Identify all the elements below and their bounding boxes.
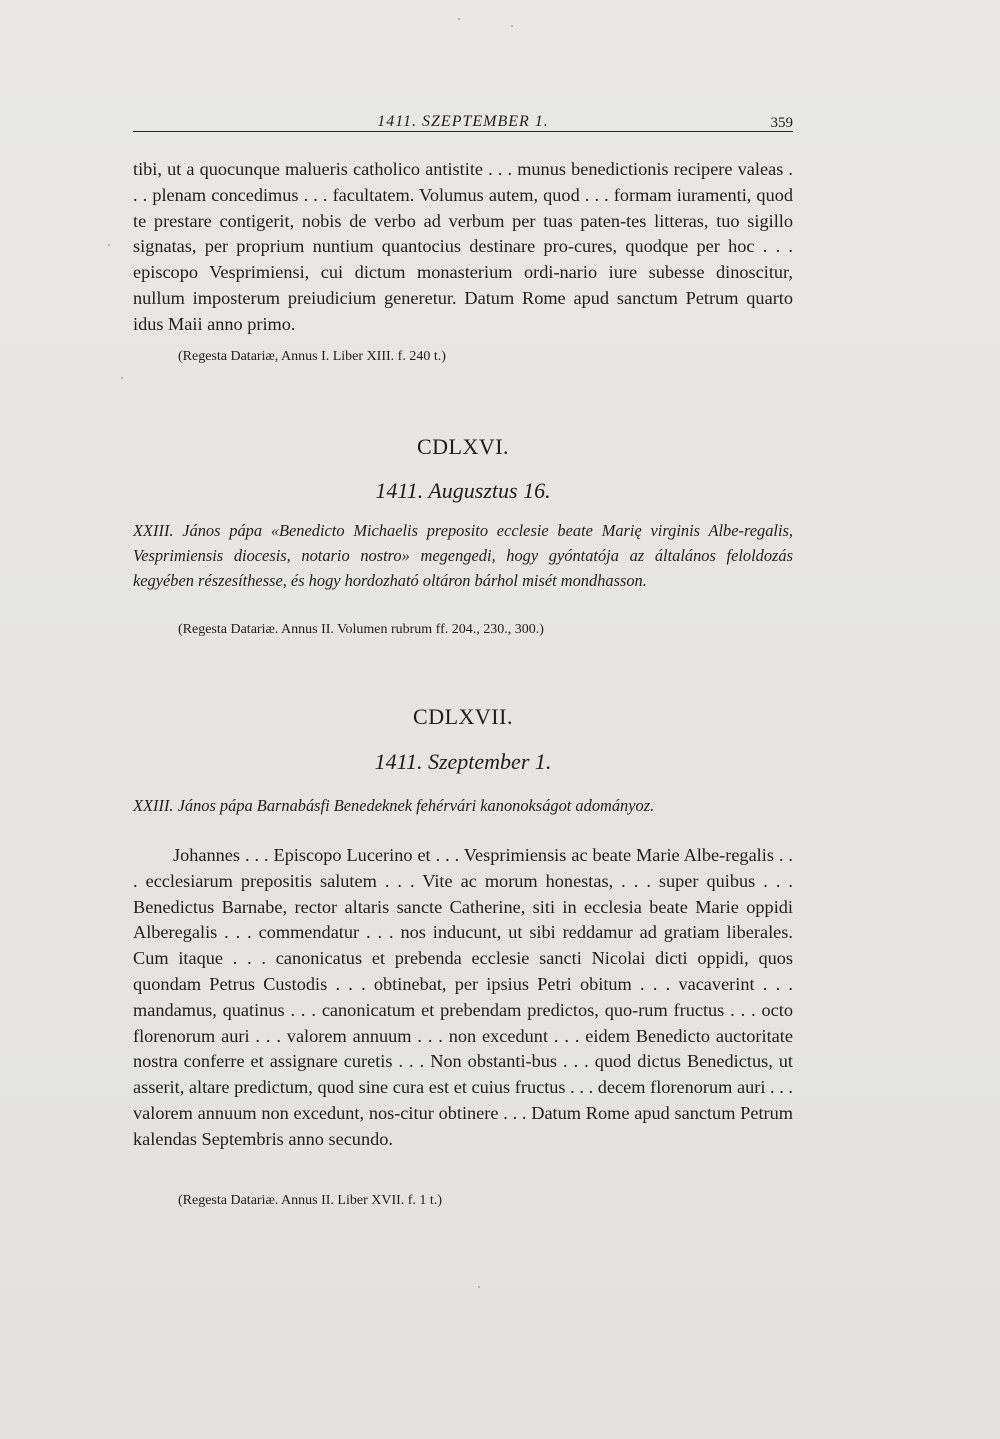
running-header-title: 1411. SZEPTEMBER 1. — [377, 113, 549, 130]
paper-speck — [108, 244, 110, 246]
document-body-cdlxvii: Johannes . . . Episcopo Lucerino et . . . Vesprimiensis ac beate Marie Albe-regalis . . . ecclesiarum prepositis salutem . . . Vite ac morum honestas, . . . super quibus . . . Benedictus Barnabe, rector altaris sancte Catherine, siti in ecclesia beate Marie oppidi Alberegalis . . . commendatur . . . nos inducunt, ut sibi reddamur ad gratiam liberales. Cum itaque . . . canonicatus et prebenda ecclesie sancti Nicolai dicti oppidi, quos quondam Petrus Custodis . . . obtinebat, per ipsius Petri obitum . . . vacaverint . . . mandamus, quatinus . . . canonicatum et prebendam predictos, quo-rum fructus . . . octo florenorum auri . . . valorem annuum . . . non excedunt . . . eidem Benedicto auctoritate nostra conferre et assignare curetis . . . Non obstanti-bus . . . quod dictus Benedictus, ut asserit, altare predictum, quod sine cura est et cuius fructus . . . decem florenorum auri . . . valorem annuum non excedunt, nos-citur obtinere . . . Datum Rome apud sanctum Petrum kalendas Septembris anno secundo. — [133, 845, 793, 1149]
document-numeral-cdlxvii: CDLXVII. — [413, 704, 513, 729]
paper-speck — [121, 377, 123, 379]
document-numeral-cdlxvi: CDLXVI. — [416, 434, 510, 459]
header-rule — [133, 131, 793, 132]
document-date-cdlxvi: 1411. Augusztus 16. — [375, 478, 551, 503]
continuation-paragraph: tibi, ut a quocunque malueris catholico antistite . . . munus benedictionis recipere valeas . . . plenam concedimus . . . facultatem. Volumus autem, quod . . . formam iuramenti, quod te prestare contigerit, nobis de verbo ad verbum per tuas paten-tes litteras, tuo sigillo signatas, per proprium nuntium quantocius destinare pro-cures, quodque per hoc . . . episcopo Vesprimiensi, cui dictum monasterium ordi-nario iure subesse dinoscitur, nullum imposterum preiudicium generetur. Datum Rome apud sanctum Petrum quarto idus Maii anno primo. — [133, 159, 793, 334]
document-date-cdlxvii: 1411. Szeptember 1. — [374, 749, 552, 774]
citation-top: (Regesta Datariæ, Annus I. Liber XIII. f. 240 t.) — [178, 349, 446, 364]
paper-speck — [511, 25, 513, 27]
document-summary-cdlxvi: XXIII. János pápa «Benedicto Michaelis preposito ecclesie beate Marię virginis Albe-regalis, Vesprimiensis diocesis, notario nostro» megengedi, hogy gyóntatója az általános feloldozás kegyében részesíthesse, és hogy hordozható oltáron bárhol misét mondhasson. — [133, 521, 793, 590]
paper-speck — [478, 1286, 480, 1288]
citation-cdlxvi: (Regesta Datariæ. Annus II. Volumen rubrum ff. 204., 230., 300.) — [178, 622, 544, 637]
page-number: 359 — [770, 115, 793, 131]
document-summary-cdlxvii: XXIII. János pápa Barnabásfi Benedeknek fehérvári kanonokságot adományoz. — [133, 796, 655, 815]
citation-cdlxvii: (Regesta Datariæ. Annus II. Liber XVII. f. 1 t.) — [178, 1193, 442, 1208]
paper-speck — [458, 18, 460, 20]
